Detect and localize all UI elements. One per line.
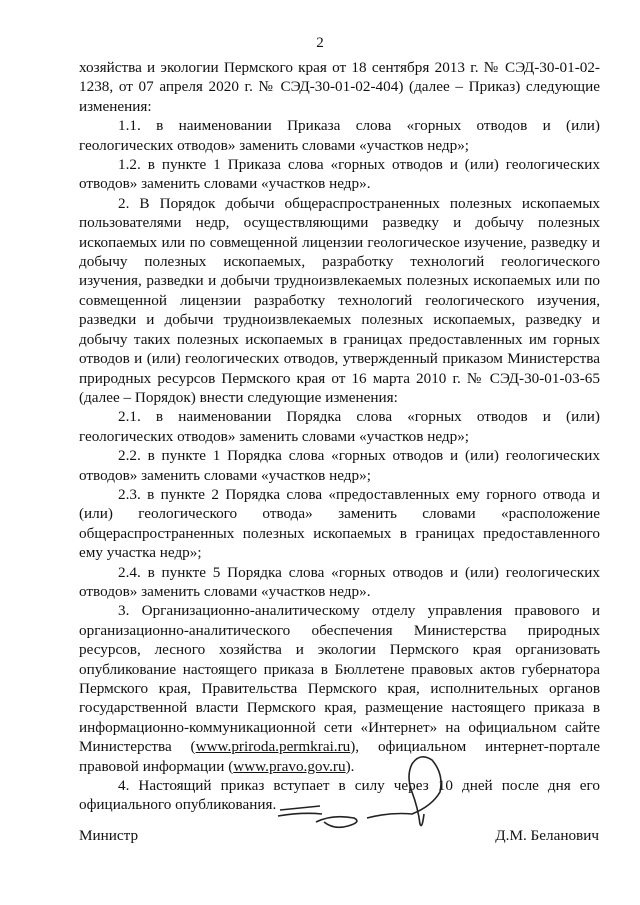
paragraph-3-end: ).: [345, 757, 355, 775]
paragraph-2-3: 2.3. в пункте 2 Порядка слова «предоставленных ему горного отвода и (или) геологического отвода» заменить словами «расположение общераспространенных полезных ископаемых в границах предоставленного ему участка недр»;: [79, 485, 600, 562]
paragraph-4: 4. Настоящий приказ вступает в силу через 10 дней после дня его официального опубликования.: [79, 777, 600, 814]
legal-portal-link[interactable]: www.pravo.gov.ru: [233, 757, 346, 775]
document-body: [79, 58, 600, 815]
handwritten-signature: [272, 752, 442, 832]
paragraph-intro-continuation: хозяйства и экологии Пермского края от 18 сентября 2013 г. № СЭД-30-01-02-1238, от 07 апреля 2020 г. № СЭД-30-01-02-404) (далее – Приказ) следующие изменения:: [79, 59, 600, 115]
signatory-position: Министр: [79, 827, 139, 844]
paragraph-3: [79, 601, 600, 776]
paragraph-2-1: 2.1. в наименовании Порядка слова «горных отводов и (или) геологических отводов» заменить словами «участков недр»;: [79, 408, 600, 445]
ministry-site-link[interactable]: www.priroda.permkrai.ru: [195, 738, 351, 756]
paragraph-1-2: 1.2. в пункте 1 Приказа слова «горных отводов и (или) геологических отводов» заменить словами «участков недр».: [79, 156, 600, 193]
page-number: 2: [316, 35, 324, 51]
paragraph-2-2: 2.2. в пункте 1 Порядка слова «горных отводов и (или) геологических отводов» заменить словами «участков недр»;: [79, 447, 600, 484]
paragraph-1-1: 1.1. в наименовании Приказа слова «горных отводов и (или) геологических отводов» заменить словами «участков недр»;: [79, 117, 600, 154]
paragraph-3-text: 3. Организационно-аналитическому отделу управления правового и организационно-аналитического обеспечения Министерства природных ресурсов, лесного хозяйства и экологии Пермского края организовать опубликование настоящего приказа в Бюллетене правовых актов губернатора Пермского края, Правительства Пермского края, исполнительных органов государственной власти Пермского края, размещение настоящего приказа в информационно-коммуникационной сети «Интернет» на официальном сайте Министерства (: [79, 602, 600, 756]
paragraph-2-4: 2.4. в пункте 5 Порядка слова «горных отводов и (или) геологических отводов» заменить словами «участков недр».: [79, 563, 600, 600]
signatory-name: Д.М. Беланович: [495, 827, 599, 844]
paragraph-2: 2. В Порядок добычи общераспространенных полезных ископаемых пользователями недр, осуществляющими разведку и добычу полезных ископаемых или по совмещенной лицензии геологическое изучение, разведку и добычу полезных ископаемых, разработку технологий геологического изучения, разведки и добычи трудноизвлекаемых полезных ископаемых или по совмещенной лицензии разработку технологий геологического изучения, разведки и добычи трудноизвлекаемых полезных ископаемых, разведку и добычу таких полезных ископаемых в границах предоставленных им горных отводов и (или) геологических отводов, утвержденный приказом Министерства природных ресурсов Пермского края от 16 марта 2010 г. № СЭД-30-01-03-65 (далее – Порядок) внести следующие изменения:: [79, 194, 600, 406]
paragraph-3-mid: ), официальном интернет-портале правовой информации (: [79, 738, 600, 775]
